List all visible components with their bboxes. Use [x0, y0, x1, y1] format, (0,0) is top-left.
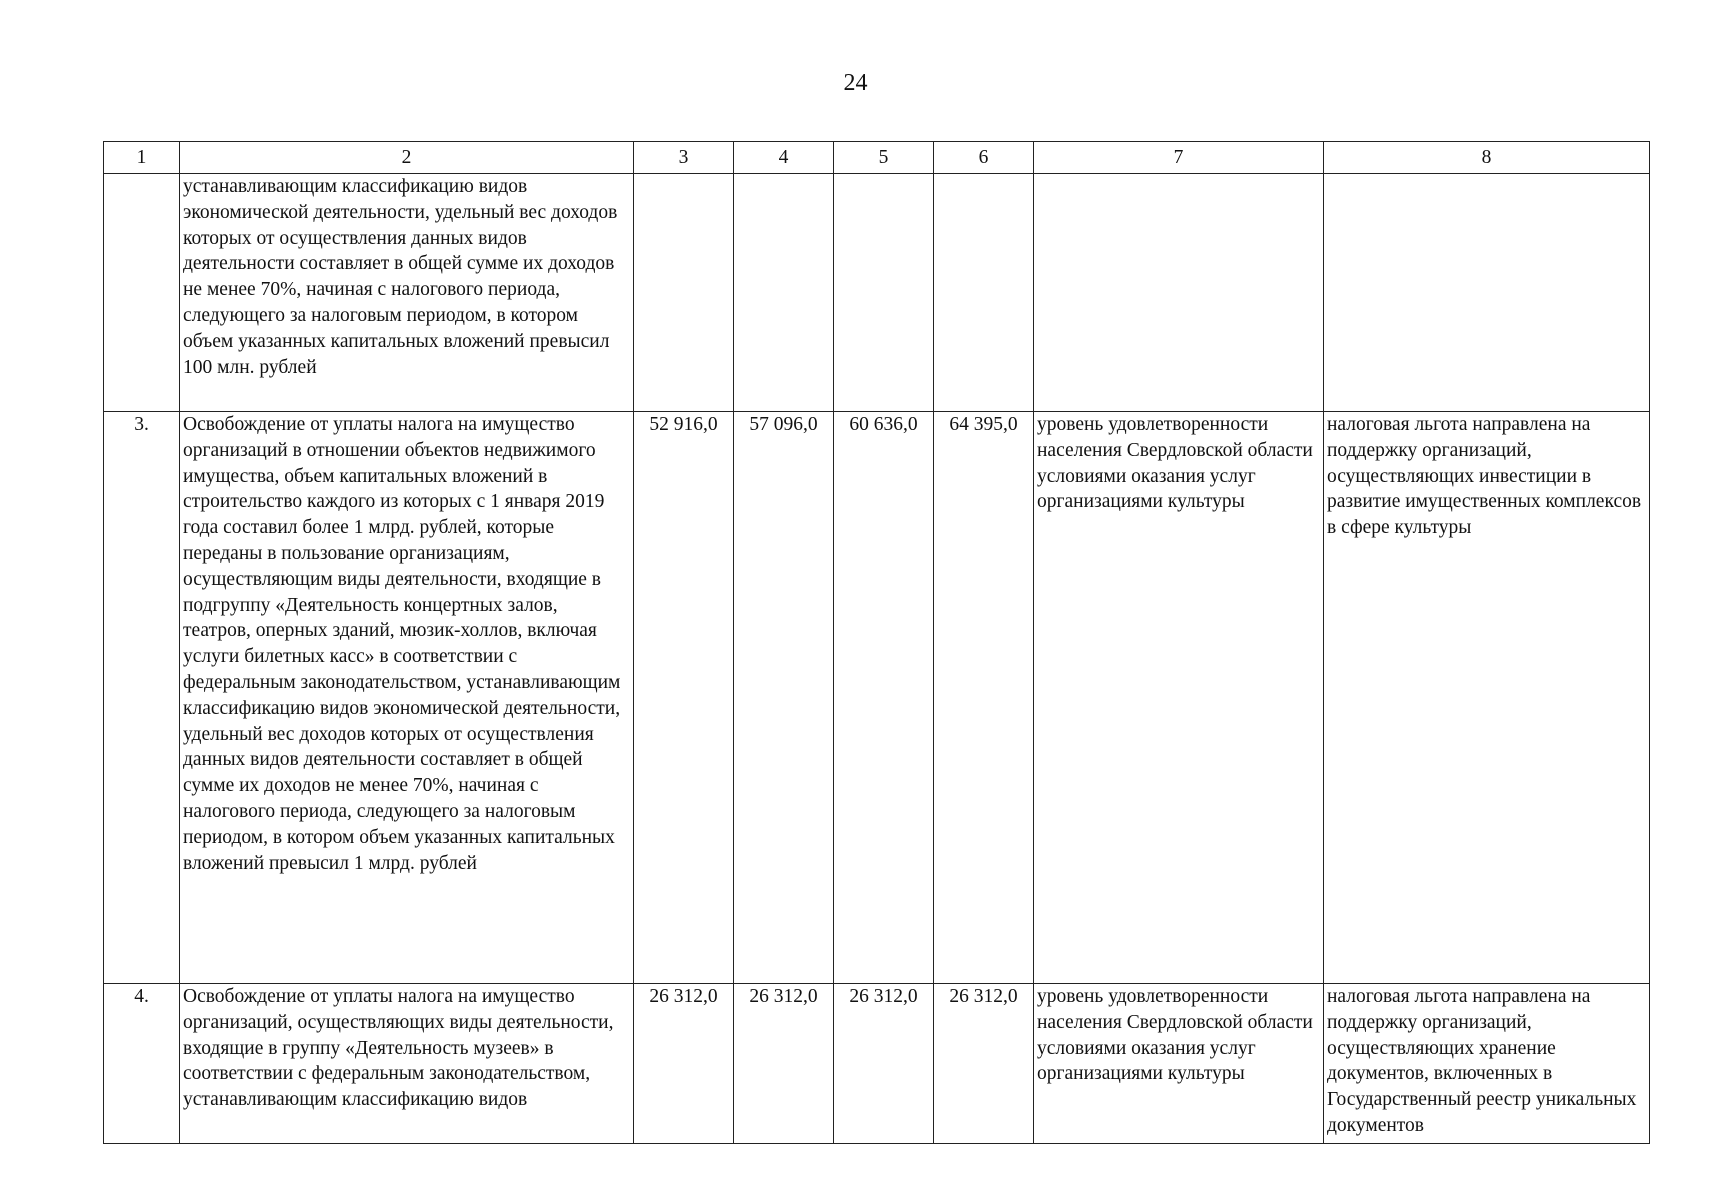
- value-cell: [734, 174, 834, 412]
- purpose-cell: налоговая льгота направлена на поддержку организаций, осуществляющих инвестиции в развитие имущественных комплексов в сфере культуры: [1324, 412, 1650, 984]
- row-number: 3.: [104, 412, 180, 984]
- column-header: 4: [734, 142, 834, 174]
- value-cell: 60 636,0: [834, 412, 934, 984]
- value-cell: 64 395,0: [934, 412, 1034, 984]
- column-header: 8: [1324, 142, 1650, 174]
- purpose-cell: налоговая льгота направлена на поддержку организаций, осуществляющих хранение документов, включенных в Государственный реестр уникальных документов: [1324, 984, 1650, 1144]
- indicator-cell: уровень удовлетворенности населения Свердловской области условиями оказания услуг организациями культуры: [1034, 984, 1324, 1144]
- row-description: Освобождение от уплаты налога на имущество организаций, осуществляющих виды деятельности, входящие в группу «Деятельность музеев» в соответствии с федеральным законодательством, устанавливающим классификацию видов: [180, 984, 634, 1144]
- value-cell: [834, 174, 934, 412]
- column-header: 7: [1034, 142, 1324, 174]
- table-row-continuation: [104, 174, 1650, 412]
- row-description: устанавливающим классификацию видов экономической деятельности, удельный вес доходов которых от осуществления данных видов деятельности составляет в общей сумме их доходов не менее 70%, начиная с налогового периода, следующего за налоговым периодом, в котором объем указанных капитальных вложений превысил 100 млн. рублей: [180, 174, 634, 412]
- value-cell: 57 096,0: [734, 412, 834, 984]
- column-header: 6: [934, 142, 1034, 174]
- column-header: 1: [104, 142, 180, 174]
- row-number: 4.: [104, 984, 180, 1144]
- value-cell: 26 312,0: [734, 984, 834, 1144]
- column-header: 3: [634, 142, 734, 174]
- indicator-cell: уровень удовлетворенности населения Свердловской области условиями оказания услуг организациями культуры: [1034, 412, 1324, 984]
- value-cell: 26 312,0: [934, 984, 1034, 1144]
- row-number-cell: [104, 174, 180, 412]
- column-header: 2: [180, 142, 634, 174]
- table-row: [104, 412, 1650, 984]
- value-cell: 26 312,0: [634, 984, 734, 1144]
- column-number-row: [104, 142, 1650, 174]
- table-row: [104, 984, 1650, 1144]
- tax-benefits-table: [103, 141, 1650, 1144]
- value-cell: 52 916,0: [634, 412, 734, 984]
- indicator-cell: [1034, 174, 1324, 412]
- value-cell: 26 312,0: [834, 984, 934, 1144]
- value-cell: [934, 174, 1034, 412]
- purpose-cell: [1324, 174, 1650, 412]
- column-header: 5: [834, 142, 934, 174]
- row-description: Освобождение от уплаты налога на имущество организаций в отношении объектов недвижимого имущества, объем капитальных вложений в строительство каждого из которых с 1 января 2019 года составил более 1 млрд. рублей, которые переданы в пользование организациям, осуществляющим виды деятельности, входящие в подгруппу «Деятельность концертных залов, театров, оперных зданий, мюзик-холлов, включая услуги билетных касс» в соответствии с федеральным законодательством, устанавливающим классификацию видов экономической деятельности, удельный вес доходов которых от осуществления данных видов деятельности составляет в общей сумме их доходов не менее 70%, начиная с налогового периода, следующего за налоговым периодом, в котором объем указанных капитальных вложений превысил 1 млрд. рублей: [180, 412, 634, 984]
- page-number: 24: [843, 70, 868, 96]
- value-cell: [634, 174, 734, 412]
